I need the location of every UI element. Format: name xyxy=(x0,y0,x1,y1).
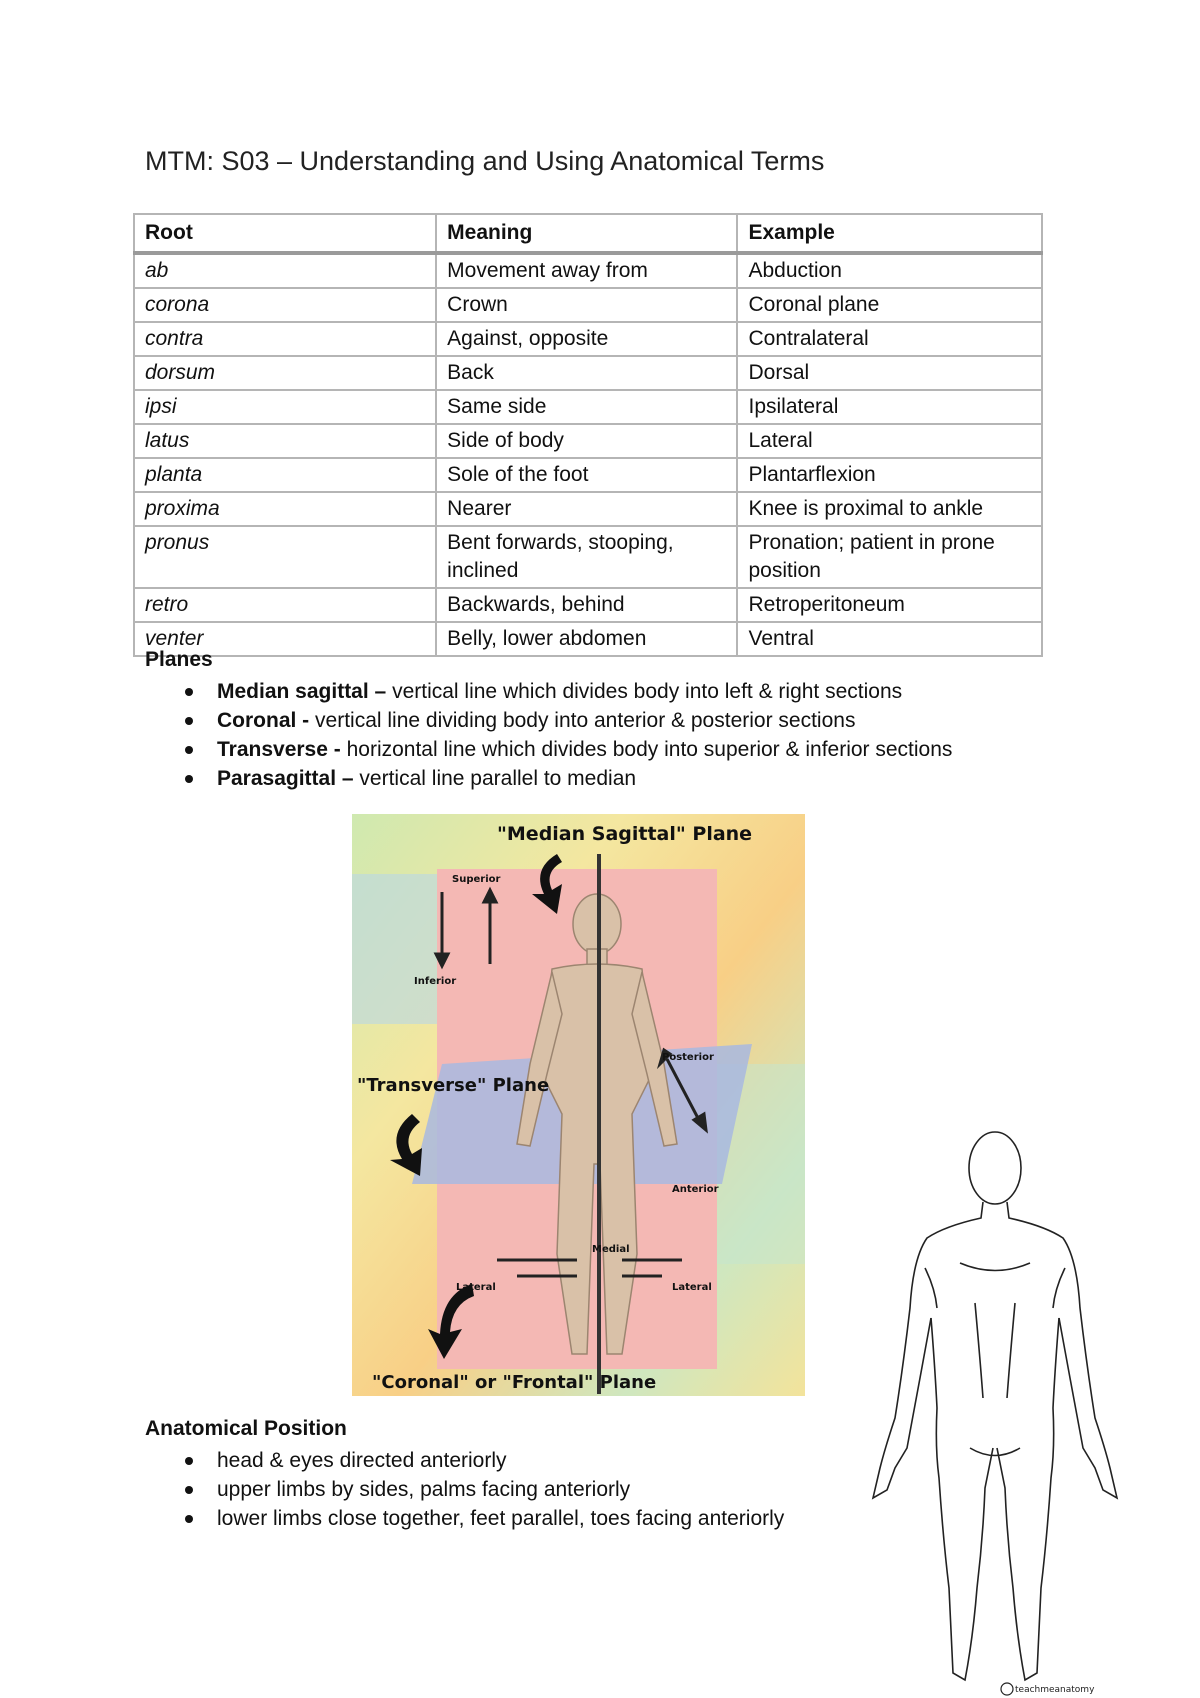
table-row xyxy=(134,492,1042,526)
anatomical-position-list xyxy=(145,1446,784,1533)
column-header-example: Example xyxy=(737,214,1042,253)
plane-term: Transverse xyxy=(217,738,328,761)
meaning-cell: Back xyxy=(436,356,737,390)
table-row xyxy=(134,526,1042,588)
median-sagittal-label: "Median Sagittal" Plane xyxy=(497,823,753,845)
anatomical-planes-figure xyxy=(352,814,805,1396)
example-cell: Coronal plane xyxy=(737,288,1042,322)
plane-term: Median sagittal xyxy=(217,680,369,703)
table-row xyxy=(134,253,1042,288)
meaning-cell: Nearer xyxy=(436,492,737,526)
posterior-label: Posterior xyxy=(662,1052,714,1063)
lateral-left-label: Lateral xyxy=(456,1282,496,1293)
column-header-root: Root xyxy=(134,214,436,253)
superior-label: Superior xyxy=(452,874,501,885)
bullet-icon xyxy=(185,717,193,725)
root-cell: latus xyxy=(134,424,436,458)
example-cell: Pronation; patient in prone position xyxy=(737,526,1042,588)
plane-term: Coronal xyxy=(217,709,297,732)
inferior-label: Inferior xyxy=(414,976,457,987)
example-cell: Contralateral xyxy=(737,322,1042,356)
body-outline xyxy=(873,1132,1117,1680)
anterior-label: Anterior xyxy=(672,1184,719,1195)
list-item: Median sagittal – vertical line which divides body into left & right sections xyxy=(145,677,952,706)
table-header-row xyxy=(134,214,1042,253)
table-row xyxy=(134,322,1042,356)
table-row xyxy=(134,390,1042,424)
meaning-cell: Against, opposite xyxy=(436,322,737,356)
anatomical-position-heading: Anatomical Position xyxy=(145,1417,347,1440)
example-cell: Plantarflexion xyxy=(737,458,1042,492)
column-header-meaning: Meaning xyxy=(436,214,737,253)
bullet-icon xyxy=(185,775,193,783)
bullet-icon xyxy=(185,688,193,696)
table-row xyxy=(134,588,1042,622)
list-item: Transverse - horizontal line which divides body into superior & inferior sections xyxy=(145,735,952,764)
example-cell: Knee is proximal to ankle xyxy=(737,492,1042,526)
meaning-cell: Movement away from xyxy=(436,253,737,288)
table-row xyxy=(134,458,1042,492)
root-cell: contra xyxy=(134,322,436,356)
meaning-cell: Belly, lower abdomen xyxy=(436,622,737,656)
page-title: MTM: S03 – Understanding and Using Anatomical Terms xyxy=(145,146,825,176)
root-cell: venter xyxy=(134,622,436,656)
list-item: lower limbs close together, feet parallel, toes facing anteriorly xyxy=(145,1504,784,1533)
meaning-cell: Crown xyxy=(436,288,737,322)
table-row xyxy=(134,288,1042,322)
coronal-label: "Coronal" or "Frontal" Plane xyxy=(372,1372,657,1393)
example-cell: Lateral xyxy=(737,424,1042,458)
medial-label: Medial xyxy=(592,1244,630,1255)
example-cell: Dorsal xyxy=(737,356,1042,390)
root-cell: planta xyxy=(134,458,436,492)
list-item: head & eyes directed anteriorly xyxy=(145,1446,784,1475)
copyright-icon xyxy=(1001,1683,1013,1695)
meaning-cell: Sole of the foot xyxy=(436,458,737,492)
plane-description: horizontal line which divides body into superior & inferior sections xyxy=(346,738,953,761)
credit-text: teachmeanatomy xyxy=(1015,1685,1095,1695)
bullet-icon xyxy=(185,1457,193,1465)
bullet-icon xyxy=(185,1515,193,1523)
root-cell: dorsum xyxy=(134,356,436,390)
bullet-icon xyxy=(185,1486,193,1494)
meaning-cell: Backwards, behind xyxy=(436,588,737,622)
example-cell: Ventral xyxy=(737,622,1042,656)
list-item: Coronal - vertical line dividing body into anterior & posterior sections xyxy=(145,706,952,735)
example-cell: Ipsilateral xyxy=(737,390,1042,424)
plane-term: Parasagittal xyxy=(217,767,337,790)
plane-description: vertical line dividing body into anterior & posterior sections xyxy=(315,709,856,732)
planes-heading: Planes xyxy=(145,648,213,671)
transverse-label: "Transverse" Plane xyxy=(357,1075,550,1096)
anatomical-position-figure xyxy=(865,1118,1125,1696)
meaning-cell: Side of body xyxy=(436,424,737,458)
table-row xyxy=(134,622,1042,656)
plane-description: vertical line parallel to median xyxy=(359,767,637,790)
root-cell: retro xyxy=(134,588,436,622)
meaning-cell: Same side xyxy=(436,390,737,424)
bullet-icon xyxy=(185,746,193,754)
root-cell: ipsi xyxy=(134,390,436,424)
root-cell: corona xyxy=(134,288,436,322)
example-cell: Retroperitoneum xyxy=(737,588,1042,622)
planes-list xyxy=(145,677,952,793)
list-item: upper limbs by sides, palms facing anteriorly xyxy=(145,1475,784,1504)
meaning-cell: Bent forwards, stooping, inclined xyxy=(436,526,737,588)
table-row xyxy=(134,356,1042,390)
root-cell: pronus xyxy=(134,526,436,588)
example-cell: Abduction xyxy=(737,253,1042,288)
anatomical-terms-table xyxy=(133,213,1043,657)
root-cell: proxima xyxy=(134,492,436,526)
lateral-right-label: Lateral xyxy=(672,1282,712,1293)
list-item: Parasagittal – vertical line parallel to median xyxy=(145,764,952,793)
plane-description: vertical line which divides body into left & right sections xyxy=(392,680,903,703)
table-row xyxy=(134,424,1042,458)
root-cell: ab xyxy=(134,253,436,288)
